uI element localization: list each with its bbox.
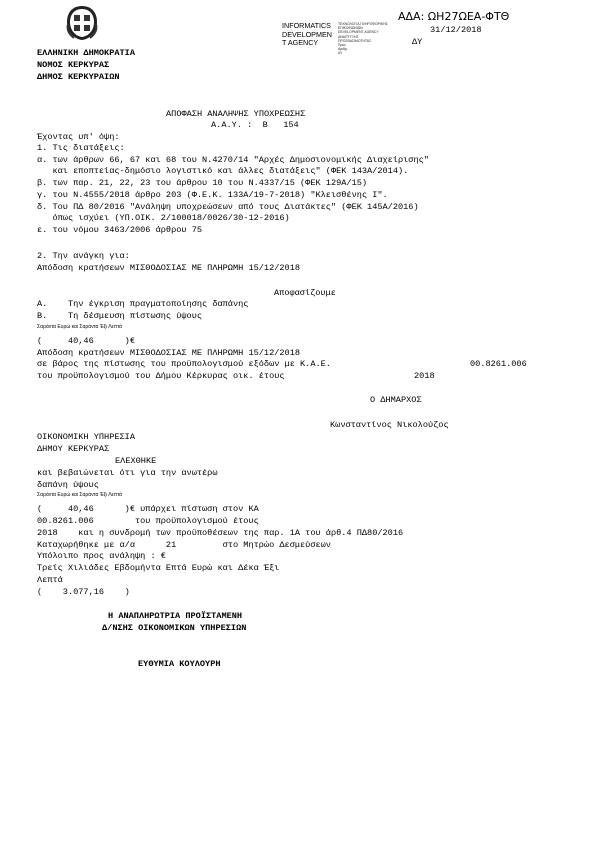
amount-in-words: Σαράντα Ευρώ και Σαράντα Έξι Λεπτά xyxy=(37,492,123,498)
document-date: 31/12/2018 xyxy=(430,25,482,35)
kae-code: 00.8261.006 xyxy=(470,359,527,369)
we-decide-heading: Αποφασίζουμε xyxy=(274,288,336,298)
stamp-line: T AGENCY xyxy=(282,38,319,47)
finance-municipality: ΔΗΜΟΥ ΚΕΡΚΥΡΑΣ xyxy=(37,444,110,454)
org-line: ΝΟΜΟΣ ΚΕΡΚΥΡΑΣ xyxy=(37,60,110,70)
commitment-line: Β. Τη δέσμευση πίστωσης ύψους xyxy=(37,311,203,321)
amount-in-words: Σαράντα Ευρώ και Σαράντα Έξι Λεπτά xyxy=(37,324,123,330)
provision-line: β. των παρ. 21, 22, 23 του άρθρου 10 του Ν.4337/15 (ΦΕΚ 129Α/15) xyxy=(37,178,368,188)
mayor-name: Κωνσταντίνος Νικολούζος xyxy=(330,420,449,430)
stamp-detail: ΔΥ xyxy=(338,51,343,56)
budget-line: του προϋπολογισμού του Δήμου Κέρκυρας οικ. έτους xyxy=(37,371,285,381)
remaining-words: Λεπτά xyxy=(37,575,63,585)
stamp-line: INFORMATICS xyxy=(282,21,331,30)
org-line: ΔΗΜΟΣ ΚΕΡΚΥΡΑΙΩΝ xyxy=(37,72,120,82)
provision-line: γ. του Ν.4555/2018 άρθρο 203 (Φ.Ε.Κ. 133Α/19-7-2018) "Κλεισθένης Ι". xyxy=(37,190,388,200)
registered-line: Καταχωρήθηκε με α/α 21 στο Μητρώο Δεσμεύσεων xyxy=(37,540,331,550)
kae-line: 00.8261.006 του προϋπολογισμού έτους xyxy=(37,516,259,526)
provision-line: α. των άρθρων 66, 67 και 68 του Ν.4270/14 "Αρχές Δημοσιονομικής Διαχείρισης" xyxy=(37,155,429,165)
aay-number: Α.Α.Υ. : Β 154 xyxy=(211,120,299,130)
certify-line: και βεβαιώνεται ότι για την ανωτέρω xyxy=(37,468,218,478)
finance-service: ΟΙΚΟΝΟΜΙΚΗ ΥΠΗΡΕΣΙΑ xyxy=(37,432,135,442)
stamp-detail: DEVELOPMENT AGENCY xyxy=(338,30,379,35)
head-department: Δ/ΝΣΗΣ ΟΙΚΟΝΟΜΙΚΩΝ ΥΠΗΡΕΣΙΩΝ xyxy=(102,623,247,633)
checked-label: ΕΛΕΧΘΗΚΕ xyxy=(115,456,157,466)
head-title: Η ΑΝΑΠΛΗΡΩΤΡΙΑ ΠΡΟΪΣΤΑΜΕΝΗ xyxy=(108,611,243,621)
need-heading: 2. Την ανάγκη για: xyxy=(37,251,130,261)
need-text: Απόδοση κρατήσεων ΜΙΣΘΟΔΟΣΙΑΣ ΜΕ ΠΛΗΡΩΜΗ 15/12/2018 xyxy=(37,263,301,273)
amount-line: ( 40,46 )€ xyxy=(37,336,135,346)
provision-line: και εποπτείας-δημόσιο λογιστικό και άλλες διατάξεις" (ΦΕΚ 143Α/2014). xyxy=(37,166,409,176)
head-name: ΕΥΘΥΜΙΑ ΚΟΥΛΟΥΡΗ xyxy=(138,659,221,669)
provision-line: ε. του νόμου 3463/2006 άρθρου 75 xyxy=(37,225,203,235)
burden-line: σε βάρος της πίστωσης του προϋπολογισμού εξόδων με Κ.Α.Ε. xyxy=(37,359,331,369)
remaining-amount: ( 3.077,16 ) xyxy=(37,587,130,597)
agency-stamp xyxy=(282,22,332,48)
apodosi-line: Απόδοση κρατήσεων ΜΙΣΘΟΔΟΣΙΑΣ ΜΕ ΠΛΗΡΩΜΗ 15/12/2018 xyxy=(37,348,301,358)
org-line: ΕΛΛΗΝΙΚΗ ΔΗΜΟΚΡΑΤΙΑ xyxy=(37,48,135,58)
conditions-line: 2018 και η συνδρομή των προϋποθέσεων της παρ. 1Α του άρθ.4 ΠΔ80/2016 xyxy=(37,528,404,538)
decision-title: ΑΠΟΦΑΣΗ ΑΝΑΛΗΨΗΣ ΥΠΟΧΡΕΩΣΗΣ xyxy=(166,109,306,119)
coat-of-arms-icon xyxy=(64,4,100,42)
having-line: Έχοντας υπ' όψη: xyxy=(37,132,120,142)
remaining-line: Υπόλοιπο προς ανάληψη : € xyxy=(37,551,166,561)
ada-code: ΑΔΑ: ΩΗ27ΩΕΑ-ΦΤΘ xyxy=(398,10,510,23)
stamp-detail: Αριθμ. xyxy=(338,47,348,52)
provision-line: όπως ισχύει (ΥΠ.ΟΙΚ. 2/100018/0026/30-12-2016) xyxy=(37,213,290,223)
mayor-title: Ο ΔΗΜΑΡΧΟΣ xyxy=(370,395,422,405)
stamp-line: DEVELOPMEN xyxy=(282,29,332,39)
provisions-heading: 1. Τις διατάξεις: xyxy=(37,143,125,153)
agency-stamp-details xyxy=(338,22,388,56)
stamp-detail: ΠΡΟΣΒΑΣΙΜΟΤΗΤΑΣ xyxy=(338,38,372,43)
provision-line: δ. Του ΠΔ 80/2016 "Ανάληψη υποχρεώσεων από τους Διατάκτες" (ΦΕΚ 145Α/2016) xyxy=(37,202,419,212)
stamp-detail: Προς xyxy=(338,43,346,48)
budget-year: 2018 xyxy=(414,371,435,381)
expense-line: δαπάνη ύψους xyxy=(37,480,99,490)
stamp-detail: ΤΕΧΝΟΛΟΓΙΑ ΠΛΗΡΟΦΟΡΙΚΗΣ xyxy=(338,22,388,26)
stamp-detail: ΕΠΙΚΟΙΝΩΝΙΩΝ xyxy=(338,26,363,31)
stamp-detail: ΑΝΑΠΤΥΞΗΣ xyxy=(338,34,359,39)
remaining-words: Τρείς Χιλιάδες Εβδομήντα Επτά Ευρώ και Δέκα Έξι xyxy=(37,563,280,573)
approval-line: Α. Την έγκριση πραγματοποίησης δαπάνης xyxy=(37,299,249,309)
stamp-right-label: ΔΥ xyxy=(412,37,423,47)
credit-line: ( 40,46 )€ υπάρχει πίστωση στον ΚΑ xyxy=(37,504,259,514)
